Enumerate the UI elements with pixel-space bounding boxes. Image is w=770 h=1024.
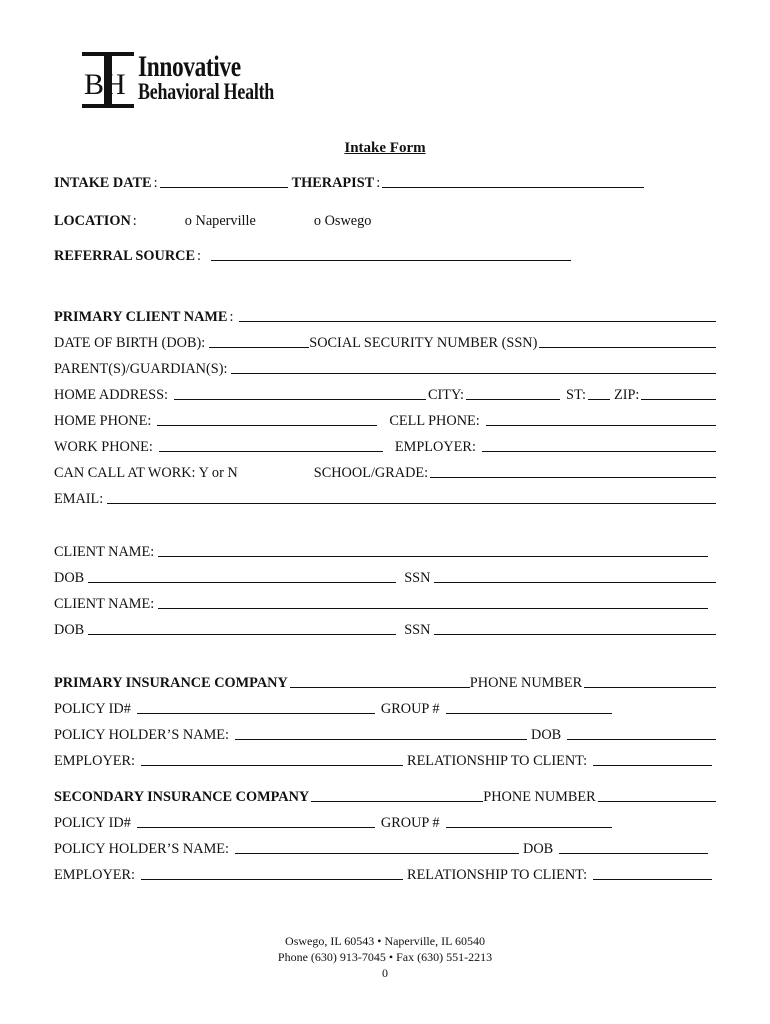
- email-row: [54, 488, 716, 508]
- secondary-policy-row: [54, 812, 716, 832]
- work-phone-field[interactable]: [159, 451, 383, 452]
- secondary-holder-dob-field[interactable]: [559, 853, 708, 854]
- secondary-group-label: GROUP #: [380, 815, 440, 831]
- location-label: LOCATION: [54, 213, 131, 229]
- client-dob-field-1[interactable]: [88, 582, 396, 583]
- client-dob-label-1: DOB: [54, 570, 85, 586]
- primary-group-field[interactable]: [446, 713, 612, 714]
- ssn-full-field[interactable]: [539, 347, 716, 348]
- ssn-full-label: SOCIAL SECURITY NUMBER (SSN): [309, 335, 538, 351]
- page-number: 0: [382, 966, 388, 980]
- secondary-phone-field[interactable]: [598, 801, 716, 802]
- footer-phone: Phone (630) 913-7045 • Fax (630) 551-2213: [277, 950, 493, 964]
- primary-client-name-field[interactable]: [239, 321, 716, 322]
- dob-ssn-row: [54, 332, 716, 352]
- location-row: LOCATION : o Naperville o Oswego: [54, 213, 372, 229]
- secondary-policy-id-label: POLICY ID#: [54, 815, 131, 831]
- home-phone-label: HOME PHONE:: [54, 413, 152, 429]
- address-row: [54, 384, 716, 404]
- client-name-field-1[interactable]: [158, 556, 708, 557]
- primary-phone-field[interactable]: [584, 687, 716, 688]
- cell-phone-label: CELL PHONE:: [389, 413, 480, 429]
- state-field[interactable]: [588, 399, 610, 400]
- client-name-field-2[interactable]: [158, 608, 708, 609]
- intake-date-label: INTAKE DATE: [54, 175, 152, 191]
- parents-field[interactable]: [231, 373, 716, 374]
- primary-phone-label: PHONE NUMBER: [469, 675, 583, 691]
- location-option-oswego[interactable]: o Oswego: [313, 213, 372, 229]
- dob-full-label: DATE OF BIRTH (DOB):: [54, 335, 206, 351]
- client-dob-field-2[interactable]: [88, 634, 396, 635]
- primary-relationship-label: RELATIONSHIP TO CLIENT:: [407, 753, 588, 769]
- intake-row: INTAKE DATE : THERAPIST :: [54, 172, 716, 192]
- therapist-label: THERAPIST: [291, 175, 375, 191]
- city-field[interactable]: [466, 399, 560, 400]
- client-name-label-1: CLIENT NAME:: [54, 544, 155, 560]
- primary-policy-id-field[interactable]: [137, 713, 375, 714]
- work-phone-row: [54, 436, 716, 456]
- zip-label: ZIP:: [613, 387, 640, 403]
- client-ssn-label-1: SSN: [404, 570, 431, 586]
- primary-holder-label: POLICY HOLDER’S NAME:: [54, 727, 230, 743]
- home-address-field[interactable]: [174, 399, 426, 400]
- primary-employer-field[interactable]: [141, 765, 403, 766]
- client-name-row-1: [54, 541, 716, 561]
- secondary-insurance-field[interactable]: [311, 801, 483, 802]
- client-dob-label-2: DOB: [54, 622, 85, 638]
- secondary-insurance-row: [54, 786, 716, 806]
- secondary-phone-label: PHONE NUMBER: [483, 789, 596, 805]
- work-phone-label: WORK PHONE:: [54, 439, 153, 455]
- secondary-relationship-label: RELATIONSHIP TO CLIENT:: [407, 867, 588, 883]
- form-title: Intake Form: [344, 140, 426, 156]
- logo-initials: BH: [84, 68, 126, 101]
- secondary-holder-field[interactable]: [235, 853, 519, 854]
- client-dob-row-2: [54, 619, 716, 639]
- school-grade-label: SCHOOL/GRADE:: [313, 465, 429, 481]
- primary-holder-row: [54, 724, 716, 744]
- referral-source-label: REFERRAL SOURCE: [54, 248, 196, 264]
- primary-group-label: GROUP #: [380, 701, 440, 717]
- primary-insurance-field[interactable]: [290, 687, 470, 688]
- primary-client-name-label: PRIMARY CLIENT NAME: [54, 309, 228, 325]
- client-name-label-2: CLIENT NAME:: [54, 596, 155, 612]
- secondary-employer-row: [54, 864, 716, 884]
- secondary-insurance-label: SECONDARY INSURANCE COMPANY: [54, 789, 310, 805]
- logo-line-2: Behavioral Health: [138, 79, 275, 104]
- referral-source-field[interactable]: [211, 260, 571, 261]
- home-phone-field[interactable]: [157, 425, 377, 426]
- email-field[interactable]: [107, 503, 716, 504]
- client-dob-row-1: [54, 567, 716, 587]
- therapist-field[interactable]: [382, 187, 644, 188]
- client-ssn-label-2: SSN: [404, 622, 431, 638]
- secondary-employer-field[interactable]: [141, 879, 403, 880]
- primary-holder-field[interactable]: [235, 739, 527, 740]
- secondary-holder-row: [54, 838, 716, 858]
- email-label: EMAIL:: [54, 491, 104, 507]
- referral-row: REFERRAL SOURCE :: [54, 245, 716, 265]
- secondary-group-field[interactable]: [446, 827, 612, 828]
- location-option-naperville[interactable]: o Naperville: [184, 213, 256, 229]
- client-ssn-field-2[interactable]: [434, 634, 716, 635]
- home-phone-row: [54, 410, 716, 430]
- primary-policy-id-label: POLICY ID#: [54, 701, 131, 717]
- primary-policy-row: [54, 698, 716, 718]
- secondary-policy-id-field[interactable]: [137, 827, 375, 828]
- home-address-label: HOME ADDRESS:: [54, 387, 168, 403]
- client-name-row-2: [54, 593, 716, 613]
- bh-logo-icon: [82, 52, 134, 108]
- logo-line-1: Innovative: [138, 50, 241, 83]
- primary-employer-label: EMPLOYER:: [54, 753, 136, 769]
- primary-holder-dob-field[interactable]: [567, 739, 716, 740]
- state-label: ST:: [566, 387, 586, 403]
- cell-phone-field[interactable]: [486, 425, 716, 426]
- zip-field[interactable]: [641, 399, 716, 400]
- parents-label: PARENT(S)/GUARDIAN(S):: [54, 361, 228, 377]
- primary-employer-row: [54, 750, 716, 770]
- primary-relationship-field[interactable]: [593, 765, 712, 766]
- can-call-label: CAN CALL AT WORK: Y or N: [54, 465, 238, 481]
- city-label: CITY:: [428, 387, 465, 403]
- school-grade-field[interactable]: [430, 477, 716, 478]
- secondary-holder-label: POLICY HOLDER’S NAME:: [54, 841, 230, 857]
- parents-row: [54, 358, 716, 378]
- dob-full-field[interactable]: [209, 347, 309, 348]
- primary-holder-dob-label: DOB: [531, 727, 562, 743]
- primary-insurance-row: [54, 672, 716, 692]
- employer-label: EMPLOYER:: [394, 439, 476, 455]
- company-logo: [82, 50, 282, 112]
- primary-client-row: PRIMARY CLIENT NAME :: [54, 306, 716, 326]
- intake-date-field[interactable]: [160, 187, 288, 188]
- employer-field[interactable]: [482, 451, 716, 452]
- footer-address: Oswego, IL 60543 • Naperville, IL 60540: [285, 934, 485, 948]
- primary-insurance-label: PRIMARY INSURANCE COMPANY: [54, 675, 288, 691]
- client-ssn-field-1[interactable]: [434, 582, 716, 583]
- secondary-employer-label: EMPLOYER:: [54, 867, 136, 883]
- secondary-holder-dob-label: DOB: [523, 841, 554, 857]
- can-call-row: [54, 462, 716, 482]
- secondary-relationship-field[interactable]: [593, 879, 712, 880]
